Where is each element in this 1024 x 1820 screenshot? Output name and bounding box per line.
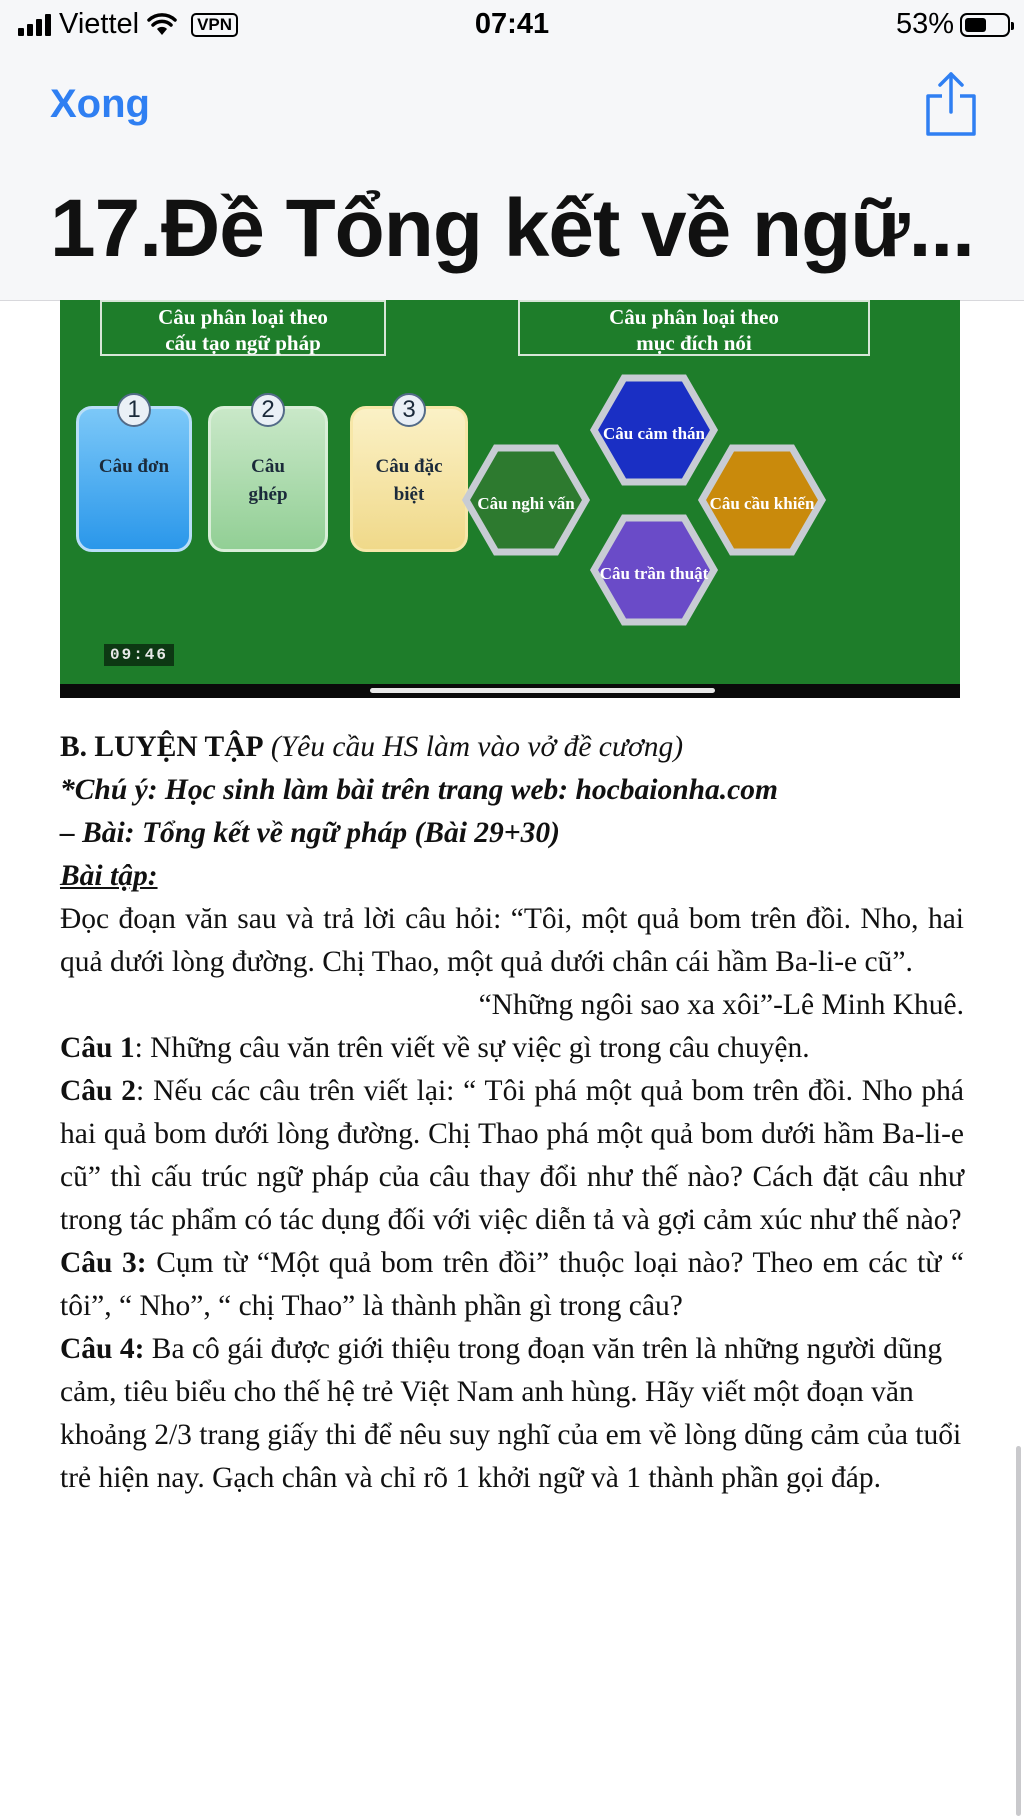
lesson-line: – Bài: Tổng kết về ngữ pháp (Bài 29+30) [60,817,560,849]
card-number-1: 1 [117,393,151,427]
source-citation: “Những ngôi sao xa xôi”-Lê Minh Khuê. [478,989,964,1021]
hex-label-top: Câu cảm thán [602,424,706,443]
section-heading: B. LUYỆN TẬP [60,731,264,763]
card-label: Câu đặc [375,456,443,477]
category-purpose-line2: mục đích nói [636,331,752,355]
battery-percent: 53% [895,8,954,40]
question-label: Câu 4: [60,1333,145,1365]
video-progress-bar[interactable] [370,688,715,693]
question-text: : Nếu các câu trên viết lại: “ Tôi phá một quả bom trên đồi. Nho phá hai quả bom dưới lòng đường. Chị Thao phá một quả bom dưới hầm Ba-li-e cũ” thì cấu trúc ngữ pháp của câu thay đổi như thế nào? Cách đặt câu như trong tác phẩm có tác dụng đối với việc diễn tả và gợi cảm xúc như thế nào? [60,1075,964,1236]
question-1 [60,1027,964,1070]
question-text: Cụm từ “Một quả bom trên đồi” thuộc loại nào? Theo em các từ “ tôi”, “ Nho”, “ chị Thao” là thành phần gì trong câu? [60,1247,964,1322]
question-2 [60,1070,964,1242]
hex-label-left: Câu nghi vấn [477,494,575,513]
section-note: (Yêu cầu HS làm vào vở đề cương) [270,731,684,763]
done-button[interactable]: Xong [50,82,150,126]
video-frame[interactable] [60,300,960,698]
question-text: : Những câu văn trên viết về sự việc gì trong câu chuyện. [134,1032,810,1064]
category-purpose-line1: Câu phân loại theo [609,305,779,329]
battery-icon [960,13,1010,37]
share-icon [924,68,978,138]
card-label: ghép [248,484,288,505]
question-label: Câu 3: [60,1247,147,1279]
sentence-type-hexagons [60,300,960,698]
vpn-badge: VPN [191,13,238,37]
share-button[interactable] [924,68,978,138]
status-bar [0,0,1024,52]
category-structure-line1: Câu phân loại theo [158,305,328,329]
question-3 [60,1242,964,1328]
question-label: Câu 1 [60,1032,135,1064]
hex-label-right: Câu cầu khiến [709,494,815,513]
page-title: 17.Đề Tổng kết về ngữ... [50,183,974,274]
question-label: Câu 2 [60,1075,137,1107]
exercise-heading-line [60,855,964,898]
card-number-2: 2 [251,393,285,427]
card-number-3: 3 [392,393,426,427]
status-right [896,8,1010,41]
card-label: biệt [393,484,425,505]
card-label: Câu [251,456,285,477]
status-time: 07:41 [474,8,550,40]
battery-fill [965,18,986,32]
document-body [60,726,964,1500]
category-structure-line2: cấu tạo ngữ pháp [165,331,321,355]
question-4 [60,1328,964,1500]
note-line: *Chú ý: Học sinh làm bài trên trang web: hocbaionha.com [60,774,778,806]
video-timestamp: 09:46 [104,644,174,666]
carrier-name: Viettel [59,8,140,40]
section-heading-line [60,726,964,769]
hex-label-bottom: Câu trần thuật [599,564,709,583]
scrollbar-thumb[interactable] [1016,1446,1021,1816]
document-header [0,52,1024,301]
card-label: Câu đơn [98,456,170,477]
question-text: Ba cô gái được giới thiệu trong đoạn văn trên là những người dũng cảm, tiêu biểu cho thế hệ trẻ Việt Nam anh hùng. Hãy viết một đoạn văn khoảng 2/3 trang giấy thi để nêu suy nghĩ của em về lòng dũng cảm của tuổi trẻ hiện nay. Gạch chân và chỉ rõ 1 khởi ngữ và 1 thành phần gọi đáp. [60,1333,962,1494]
exercise-heading: Bài tập: [60,860,158,892]
intro-paragraph: Đọc đoạn văn sau và trả lời câu hỏi: “Tôi, một quả bom trên đồi. Nho, hai quả dưới lòng đường. Chị Thao, một quả dưới chân cái hầm Ba-li-e cũ”. [60,903,964,978]
